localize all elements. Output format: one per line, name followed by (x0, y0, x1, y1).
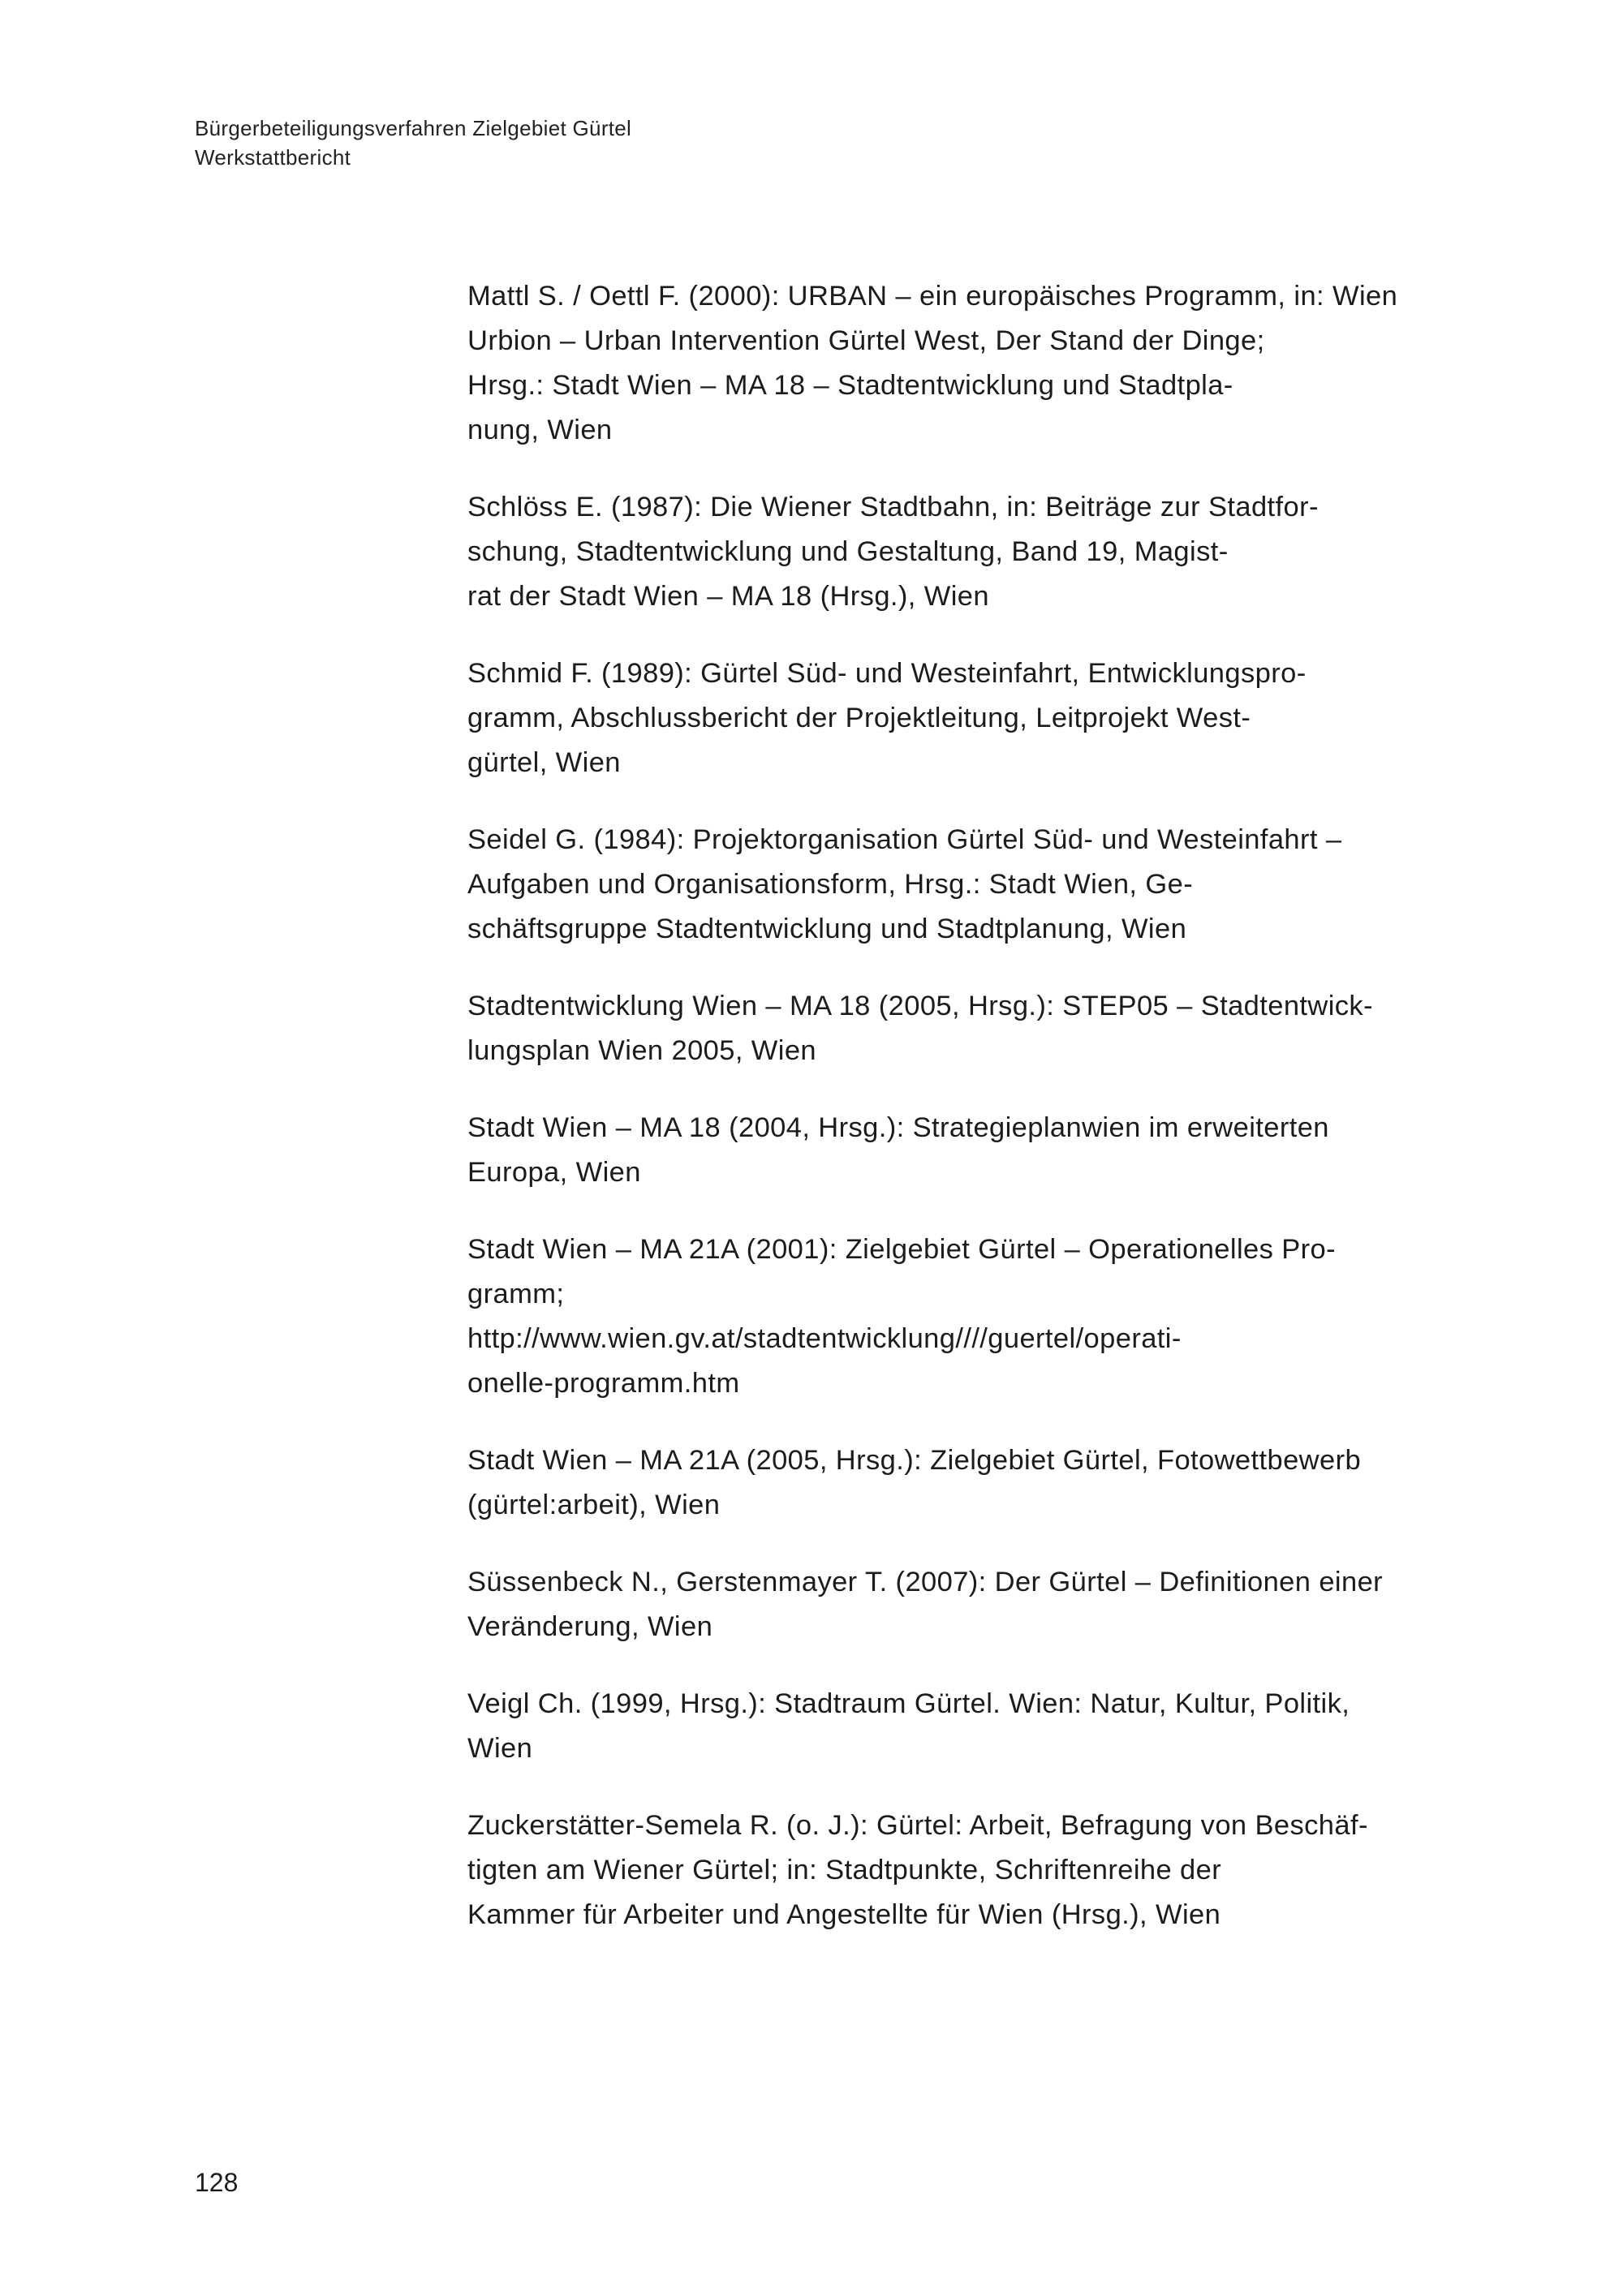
reference-line: Hrsg.: Stadt Wien – MA 18 – Stadtentwicklung und Stadtpla- (467, 370, 1233, 401)
reference-line: Wien (467, 1733, 533, 1764)
reference-line: tigten am Wiener Gürtel; in: Stadtpunkte, Schriftenreihe der (467, 1855, 1222, 1885)
reference-entry (467, 818, 1409, 952)
reference-entry (467, 1438, 1409, 1528)
reference-line: schung, Stadtentwicklung und Gestaltung, Band 19, Magist- (467, 536, 1229, 567)
reference-line: Seidel G. (1984): Projektorganisation Gürtel Süd- und Westeinfahrt – (467, 824, 1342, 855)
reference-line: Urbion – Urban Intervention Gürtel West, Der Stand der Dinge; (467, 325, 1265, 356)
reference-entry (467, 1682, 1409, 1771)
reference-line: Mattl S. / Oettl F. (2000): URBAN – ein europäisches Programm, in: Wien (467, 281, 1398, 312)
reference-line: Veränderung, Wien (467, 1611, 713, 1642)
reference-list (467, 274, 1409, 1970)
reference-entry (467, 1560, 1409, 1649)
reference-line: Süssenbeck N., Gerstenmayer T. (2007): Der Gürtel – Definitionen einer (467, 1567, 1384, 1597)
reference-line: (gürtel:arbeit), Wien (467, 1490, 721, 1520)
header-document-subtitle: Werkstattbericht (195, 145, 351, 170)
reference-entry (467, 1106, 1409, 1195)
reference-line: lungsplan Wien 2005, Wien (467, 1035, 816, 1066)
reference-line: onelle-programm.htm (467, 1368, 740, 1399)
reference-line: schäftsgruppe Stadtentwicklung und Stadtplanung, Wien (467, 914, 1187, 944)
running-header (195, 114, 631, 172)
reference-line: Stadt Wien – MA 18 (2004, Hrsg.): Strategieplanwien im erweiterten (467, 1112, 1329, 1143)
reference-line: nung, Wien (467, 415, 613, 445)
reference-entry (467, 651, 1409, 785)
reference-line: rat der Stadt Wien – MA 18 (Hrsg.), Wien (467, 581, 989, 612)
reference-line: gramm, Abschlussbericht der Projektleitung, Leitprojekt West- (467, 703, 1251, 733)
reference-line: Schmid F. (1989): Gürtel Süd- und Westeinfahrt, Entwicklungspro- (467, 658, 1307, 689)
reference-entry (467, 274, 1409, 453)
reference-line: Kammer für Arbeiter und Angestellte für Wien (Hrsg.), Wien (467, 1899, 1221, 1930)
reference-entry (467, 485, 1409, 619)
reference-line: http://www.wien.gv.at/stadtentwicklung////guertel/operati- (467, 1323, 1182, 1354)
reference-line: Aufgaben und Organisationsform, Hrsg.: Stadt Wien, Ge- (467, 869, 1194, 900)
reference-line: Europa, Wien (467, 1157, 641, 1188)
page-number: 128 (195, 2168, 239, 2197)
reference-line: Stadt Wien – MA 21A (2001): Zielgebiet Gürtel – Operationelles Pro- (467, 1234, 1337, 1265)
header-document-title: Bürgerbeteiligungsverfahren Zielgebiet Gürtel (195, 116, 632, 140)
reference-entry (467, 1228, 1409, 1406)
reference-line: Stadt Wien – MA 21A (2005, Hrsg.): Zielgebiet Gürtel, Fotowettbewerb (467, 1445, 1362, 1476)
reference-line: Stadtentwicklung Wien – MA 18 (2005, Hrsg.): STEP05 – Stadtentwick- (467, 991, 1373, 1021)
reference-entry (467, 1804, 1409, 1937)
reference-line: Veigl Ch. (1999, Hrsg.): Stadtraum Gürtel. Wien: Natur, Kultur, Politik, (467, 1688, 1350, 1719)
reference-line: Zuckerstätter-Semela R. (o. J.): Gürtel: Arbeit, Befragung von Beschäf- (467, 1810, 1368, 1841)
reference-line: gürtel, Wien (467, 747, 621, 778)
reference-entry (467, 984, 1409, 1073)
reference-line: Schlöss E. (1987): Die Wiener Stadtbahn, in: Beiträge zur Stadtfor- (467, 492, 1319, 522)
reference-line: gramm; (467, 1279, 565, 1309)
